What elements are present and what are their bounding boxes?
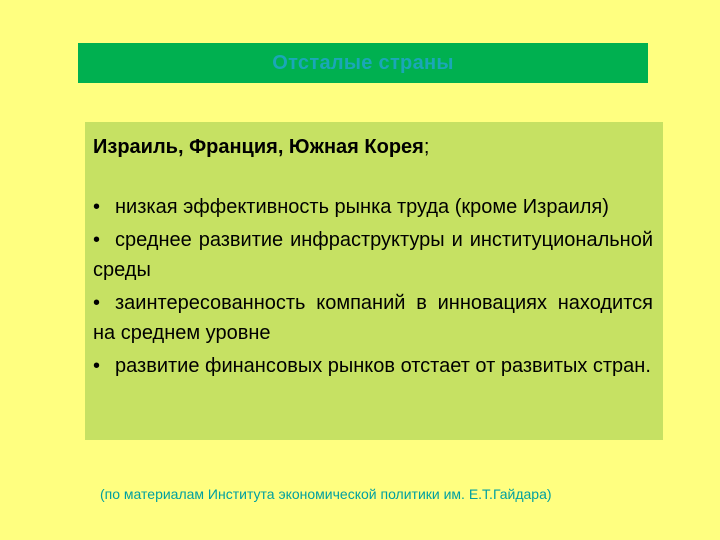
country-list: Израиль, Франция, Южная Корея: [93, 136, 424, 158]
slide-title: Отсталые страны: [272, 51, 454, 74]
content-box: [85, 122, 663, 440]
bullet-text: низкая эффективность рынка труда (кроме Израиля): [115, 196, 609, 218]
bullet-icon: •: [93, 229, 101, 251]
country-list-heading: [93, 132, 653, 162]
bullet-icon: •: [93, 292, 101, 314]
bullet-item: [93, 225, 653, 285]
bullet-icon: •: [93, 196, 101, 218]
bullet-item: [93, 288, 653, 348]
bullet-icon: •: [93, 355, 101, 377]
bullet-text: заинтересованность компаний в инновациях находится на среднем уровне: [93, 292, 653, 344]
source-note: (по материалам Института экономической политики им. Е.Т.Гайдара): [100, 486, 552, 502]
bullet-text: среднее развитие инфраструктуры и институциональной среды: [93, 229, 653, 281]
bullet-text: развитие финансовых рынков отстает от развитых стран.: [115, 355, 651, 377]
heading-punctuation: ;: [423, 136, 430, 158]
bullet-item: [93, 192, 653, 222]
bullet-item: [93, 351, 653, 381]
title-bar: [78, 43, 648, 83]
